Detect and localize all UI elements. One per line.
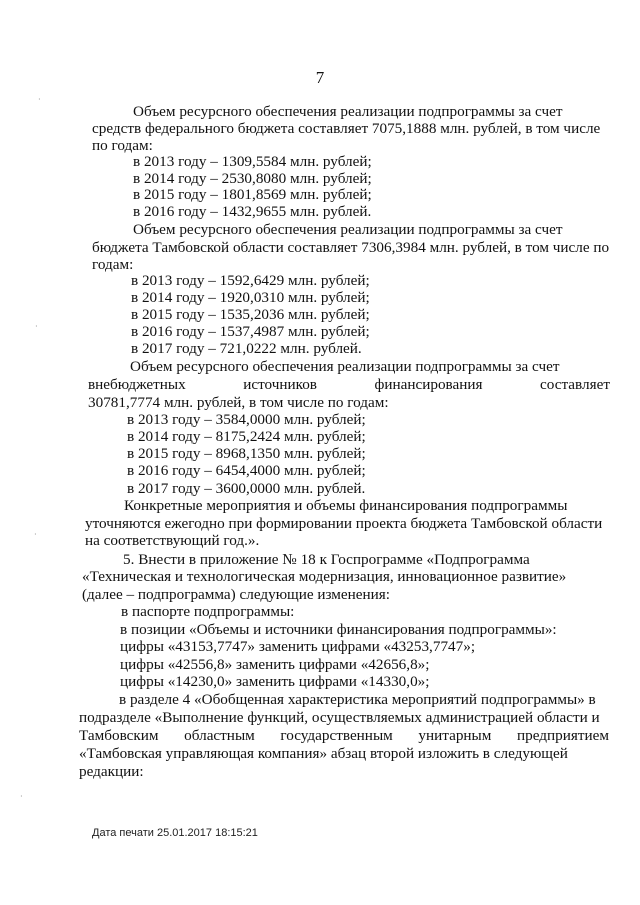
- scan-speck: ·: [34, 530, 37, 539]
- federal-line-2: средств федерального бюджета составляет 7075,1888 млн. рублей, в том числе: [92, 120, 601, 137]
- section-word: государственным: [280, 727, 393, 744]
- regional-year-2015: в 2015 году – 1535,2036 млн. рублей;: [131, 306, 370, 323]
- item5-line-3: (далее – подпрограмма) следующие изменения:: [82, 586, 390, 603]
- extrabudget-word: внебюджетных: [88, 376, 186, 393]
- item5-section-line-1: в разделе 4 «Обобщенная характеристика мероприятий подпрограммы» в: [119, 691, 596, 708]
- regional-year-2013: в 2013 году – 1592,6429 млн. рублей;: [131, 272, 370, 289]
- section-word: унитарным: [418, 727, 492, 744]
- regional-year-2016: в 2016 году – 1537,4987 млн. рублей;: [131, 323, 370, 340]
- extrabudget-line-3: 30781,7774 млн. рублей, в том числе по годам:: [88, 394, 389, 411]
- section-word: областным: [184, 727, 255, 744]
- extrabudget-year-2014: в 2014 году – 8175,2424 млн. рублей;: [127, 428, 366, 445]
- extrabudget-year-2016: в 2016 году – 6454,4000 млн. рублей;: [127, 462, 366, 479]
- extrabudget-line-1: Объем ресурсного обеспечения реализации подпрограммы за счет: [130, 358, 560, 375]
- regional-line-1: Объем ресурсного обеспечения реализации подпрограммы за счет: [133, 221, 563, 238]
- extrabudget-year-2017: в 2017 году – 3600,0000 млн. рублей.: [127, 480, 366, 497]
- scan-speck: ·: [38, 95, 41, 104]
- federal-year-2013: в 2013 году – 1309,5584 млн. рублей;: [133, 153, 372, 170]
- extrabudget-year-2015: в 2015 году – 8968,1350 млн. рублей;: [127, 445, 366, 462]
- regional-line-2: бюджета Тамбовской области составляет 7306,3984 млн. рублей, в том числе по: [92, 239, 610, 256]
- item5-section-line-2: подразделе «Выполнение функций, осуществляемых администрацией области и: [79, 709, 600, 726]
- extrabudget-year-2013: в 2013 году – 3584,0000 млн. рублей;: [127, 411, 366, 428]
- concrete-line-3: на соответствующий год.».: [85, 532, 260, 549]
- regional-year-2017: в 2017 году – 721,0222 млн. рублей.: [131, 340, 362, 357]
- item5-passport: в паспорте подпрограммы:: [121, 603, 295, 620]
- extrabudget-word: источников: [243, 376, 317, 393]
- item5-position: в позиции «Объемы и источники финансирования подпрограммы»:: [120, 621, 557, 638]
- concrete-line-1: Конкретные мероприятия и объемы финансирования подпрограммы: [124, 497, 568, 514]
- federal-line-1: Объем ресурсного обеспечения реализации подпрограммы за счет: [133, 103, 563, 120]
- scan-speck: ·: [20, 792, 23, 801]
- page-number: 7: [315, 68, 325, 87]
- regional-line-3: годам:: [92, 256, 134, 273]
- item5-section-line-5: редакции:: [79, 763, 144, 780]
- extrabudget-line-2: [88, 376, 610, 393]
- concrete-line-2: уточняются ежегодно при формировании проекта бюджета Тамбовской области: [85, 515, 603, 532]
- extrabudget-word: финансирования: [374, 376, 483, 393]
- federal-year-2015: в 2015 году – 1801,8569 млн. рублей;: [133, 186, 372, 203]
- federal-line-3: по годам:: [92, 137, 153, 154]
- regional-year-2014: в 2014 году – 1920,0310 млн. рублей;: [131, 289, 370, 306]
- item5-section-line-4: «Тамбовская управляющая компания» абзац второй изложить в следующей: [79, 745, 568, 762]
- print-date-footer: Дата печати 25.01.2017 18:15:21: [92, 827, 258, 839]
- section-word: Тамбовским: [79, 727, 159, 744]
- federal-year-2014: в 2014 году – 2530,8080 млн. рублей;: [133, 170, 372, 187]
- item5-line-2: «Техническая и технологическая модернизация, инновационное развитие»: [82, 568, 567, 585]
- item5-replacement-1: цифры «43153,7747» заменить цифрами «43253,7747»;: [120, 638, 476, 655]
- item5-replacement-2: цифры «42556,8» заменить цифрами «42656,8»;: [120, 656, 430, 673]
- item5-section-line-3: [79, 727, 609, 744]
- item5-line-1: 5. Внести в приложение № 18 к Госпрограмме «Подпрограмма: [123, 551, 530, 568]
- extrabudget-word: составляет: [540, 376, 610, 393]
- scan-speck: ·: [35, 322, 38, 331]
- federal-year-2016: в 2016 году – 1432,9655 млн. рублей.: [133, 203, 372, 220]
- section-word: предприятием: [517, 727, 609, 744]
- item5-replacement-3: цифры «14230,0» заменить цифрами «14330,0»;: [120, 673, 430, 690]
